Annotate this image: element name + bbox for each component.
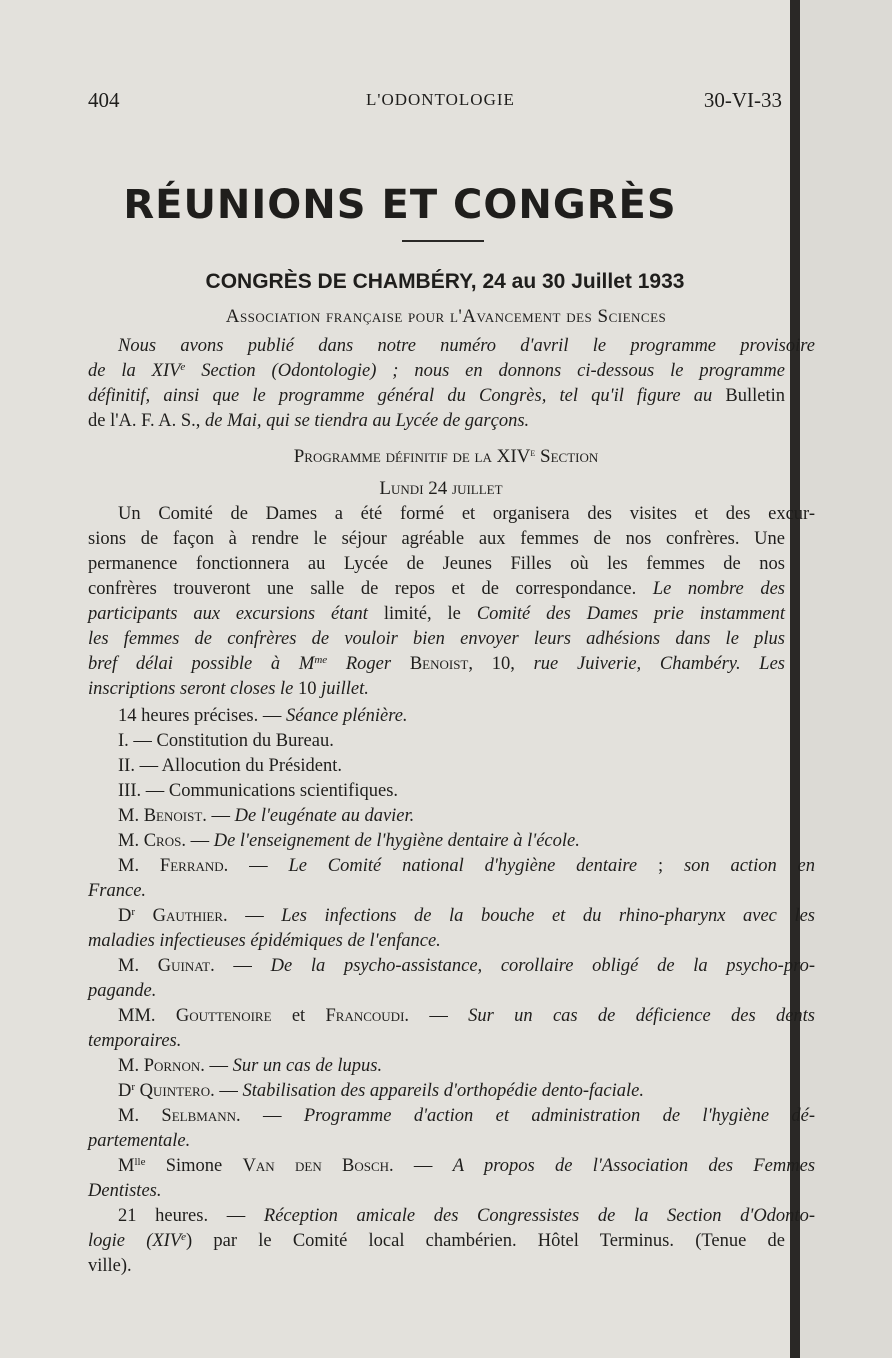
comite-line-2: sions de façon à rendre le séjour agréable aux femmes de nos confrères. Une bbox=[88, 529, 785, 549]
page-number: 404 bbox=[88, 88, 120, 112]
issue-date: 30-VI-33 bbox=[703, 88, 782, 112]
page-title: RÉUNIONS ET CONGRÈS bbox=[123, 182, 677, 228]
communication-vandenbosch-cont: Dentistes. bbox=[88, 1181, 162, 1201]
comite-line-5: participants aux excursions étant limité, le Comité des Dames prie instamment bbox=[88, 604, 786, 624]
reception-line-2: logie (XIVe) par le Comité local chambérien. Hôtel Terminus. (Tenue de bbox=[88, 1231, 785, 1251]
communication-cros: M. Cros. — De l'enseignement de l'hygiène dentaire à l'école. bbox=[118, 831, 580, 851]
intro-line-2: de la XIVe Section (Odontologie) ; nous en donnons ci-dessous le programme bbox=[88, 361, 785, 381]
title-rule bbox=[402, 240, 484, 242]
comite-line-3: permanence fonctionnera au Lycée de Jeunes Filles où les femmes de nos bbox=[88, 554, 785, 574]
communication-pornon: M. Pornon. — Sur un cas de lupus. bbox=[118, 1056, 383, 1076]
comite-line-6: les femmes de confrères de vouloir bien envoyer leurs adhésions dans le plus bbox=[88, 629, 785, 649]
day-heading: Lundi 24 juillet bbox=[379, 478, 503, 499]
comite-line-1: Un Comité de Dames a été formé et organisera des visites et des excur- bbox=[118, 504, 815, 524]
association-heading: Association française pour l'Avancement des Sciences bbox=[225, 306, 667, 327]
journal-name: L'ODONTOLOGIE bbox=[366, 90, 515, 109]
congres-heading: CONGRÈS DE CHAMBÉRY, 24 au 30 Juillet 1933 bbox=[205, 270, 685, 293]
programme-heading: Programme définitif de la XIVe Section bbox=[293, 446, 599, 467]
agenda-item-2: II. — Allocution du Président. bbox=[118, 756, 343, 776]
communication-gouttenoire: MM. Gouttenoire et Francoudi. — Sur un cas de déficience des dents bbox=[118, 1006, 816, 1026]
comite-line-7: bref délai possible à $M^{me}$ Roger Benoist, 10, rue Juiverie, Chambéry. Les bbox=[88, 654, 786, 674]
communication-guinat: M. Guinat. — De la psycho-assistance, corollaire obligé de la psycho-pro- bbox=[118, 956, 816, 976]
agenda-item-3: III. — Communications scientifiques. bbox=[118, 781, 399, 801]
communication-vandenbosch: $M^{lle}$ Simone Van den Bosch. — A propos de l'Association des Femmes bbox=[118, 1156, 816, 1176]
communication-gauthier-cont: maladies infectieuses épidémiques de l'enfance. bbox=[88, 931, 441, 951]
reception-line-1: 21 heures. — Réception amicale des Congressistes de la Section d'Odonto- bbox=[118, 1206, 815, 1226]
comite-line-8: inscriptions seront closes le 10 juillet. bbox=[88, 679, 369, 699]
running-head bbox=[88, 88, 782, 116]
agenda-item-1: I. — Constitution du Bureau. bbox=[118, 731, 334, 751]
comite-line-4: confrères trouveront une salle de repos et de correspondance. Le nombre des bbox=[88, 579, 785, 599]
intro-line-1: Nous avons publié dans notre numéro d'avril le programme provisoire bbox=[118, 336, 815, 356]
communication-guinat-cont: pagande. bbox=[88, 981, 157, 1001]
communication-selbmann-cont: partementale. bbox=[88, 1131, 191, 1151]
communication-ferrand: M. Ferrand. — Le Comité national d'hygiène dentaire ; son action en bbox=[118, 856, 816, 876]
communication-gauthier: $D^r$ Gauthier. — Les infections de la bouche et du rhino-pharynx avec les bbox=[118, 906, 815, 926]
reception-line-3: ville). bbox=[88, 1256, 132, 1276]
communication-ferrand-cont: France. bbox=[88, 881, 147, 901]
communication-benoist: M. Benoist. — De l'eugénate au davier. bbox=[118, 806, 415, 826]
intro-line-3: définitif, ainsi que le programme général du Congrès, tel qu'il figure au Bulletin bbox=[88, 386, 785, 406]
communication-gouttenoire-cont: temporaires. bbox=[88, 1031, 182, 1051]
seance-line: 14 heures précises. — Séance plénière. bbox=[118, 706, 408, 726]
communication-selbmann: M. Selbmann. — Programme d'action et administration de l'hygiène dé- bbox=[118, 1106, 816, 1126]
communication-quintero: $D^r$ Quintero. — Stabilisation des appareils d'orthopédie dento-faciale. bbox=[118, 1081, 644, 1101]
intro-line-4: de l'A. F. A. S., de Mai, qui se tiendra au Lycée de garçons. bbox=[88, 411, 530, 431]
